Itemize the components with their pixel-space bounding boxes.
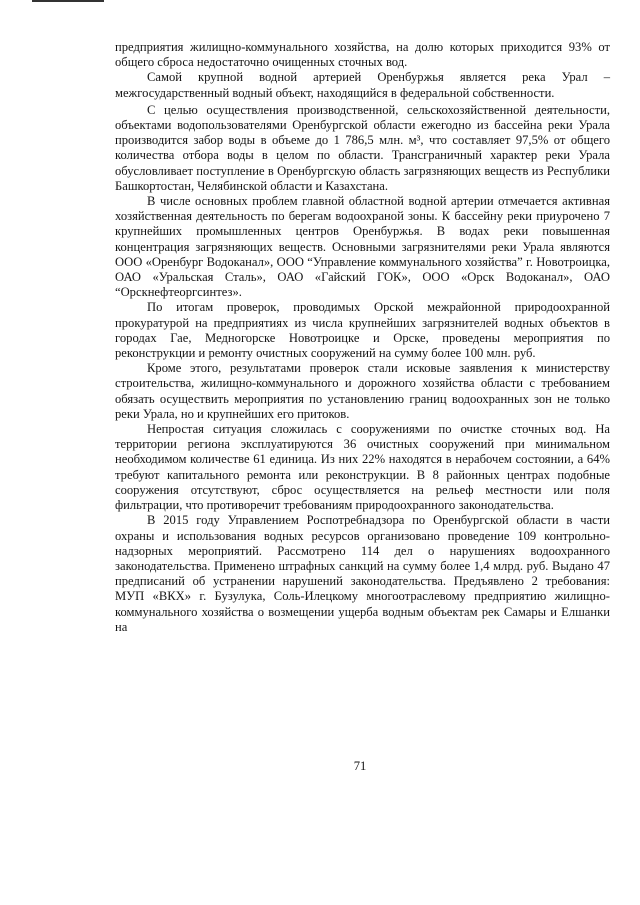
- paragraph-1: предприятия жилищно-коммунального хозяйства, на долю которых приходится 93% от общего сброса недостаточно очищенных сточных вод.: [115, 40, 610, 70]
- paragraph-4: В числе основных проблем главной областной водной артерии отмечается активная хозяйственная деятельность по берегам водоохраной зоны. К бассейну реки приурочено 7 крупнейших промышленных центров Оренбуржья. В водах реки повышенная концентрация загрязняющих веществ. Основными загрязнителями реки Урала являются ООО «Оренбург Водоканал», ООО “Управление коммунального хозяйства” г. Новотроицка, ОАО «Уральская Сталь», ОАО «Гайский ГОК», ООО «Орск Водоканал», ОАО “Орскнефтеоргсинтез».: [115, 194, 610, 300]
- paragraph-3: С целью осуществления производственной, сельскохозяйственной деятельности, объектами водопользователями Оренбургской области ежегодно из бассейна реки Урала производится забор воды в объеме до 1 786,5 млн. м³, что составляет 97,5% от общего количества отбора воды в целом по области. Трансграничный характер реки Урала обусловливает поступление в Оренбургскую область загрязняющих веществ из Республики Башкортостан, Челябинской области и Казахстана.: [115, 102, 610, 193]
- paragraph-2: Самой крупной водной артерией Оренбуржья является река Урал – межгосударственный водный объект, находящийся в федеральной собственности.: [115, 70, 610, 100]
- paragraph-7: Непростая ситуация сложилась с сооружениями по очистке сточных вод. На территории региона эксплуатируются 36 очистных сооружений при минимальном необходимом количестве 61 единица. Из них 22% находятся в нерабочем состоянии, а 64% требуют капитального ремонта или реконструкции. В 8 районных центрах подобные сооружения отсутствуют, сброс осуществляется на рельеф местности или поля фильтрации, что противоречит требованиям природоохранного законодательства.: [115, 422, 610, 513]
- page-number: 71: [353, 759, 367, 773]
- paragraph-8: В 2015 году Управлением Роспотребнадзора по Оренбургской области в части охраны и использования водных ресурсов организовано проведение 109 контрольно-надзорных мероприятий. Рассмотрено 114 дел о нарушениях водоохранного законодательства. Применено штрафных санкций на сумму более 1,4 млрд. руб. Выдано 47 предписаний об устранении нарушений законодательства. Предъявлено 2 требования: МУП «ВКХ» г. Бузулука, Соль-Илецкому многоотраслевому предприятию жилищно-коммунального хозяйства о возмещении ущерба водным объектам рек Самары и Елшанки на: [115, 513, 610, 634]
- scan-edge-mark: [32, 0, 104, 2]
- document-body: [115, 40, 610, 635]
- paragraph-5: По итогам проверок, проводимых Орской межрайонной природоохранной прокуратурой на предприятиях из числа крупнейших загрязнителей водных объектов в городах Гае, Медногорске Новотроицке и Орске, проведены мероприятия по реконструкции и ремонту очистных сооружений на сумму более 100 млн. руб.: [115, 300, 610, 361]
- paragraph-6: Кроме этого, результатами проверок стали исковые заявления к министерству строительства, жилищно-коммунального и дорожного хозяйства области с требованием обязать осуществить мероприятия по установлению границ водоохранных зон не только реки Урала, но и крупнейших его притоков.: [115, 361, 610, 421]
